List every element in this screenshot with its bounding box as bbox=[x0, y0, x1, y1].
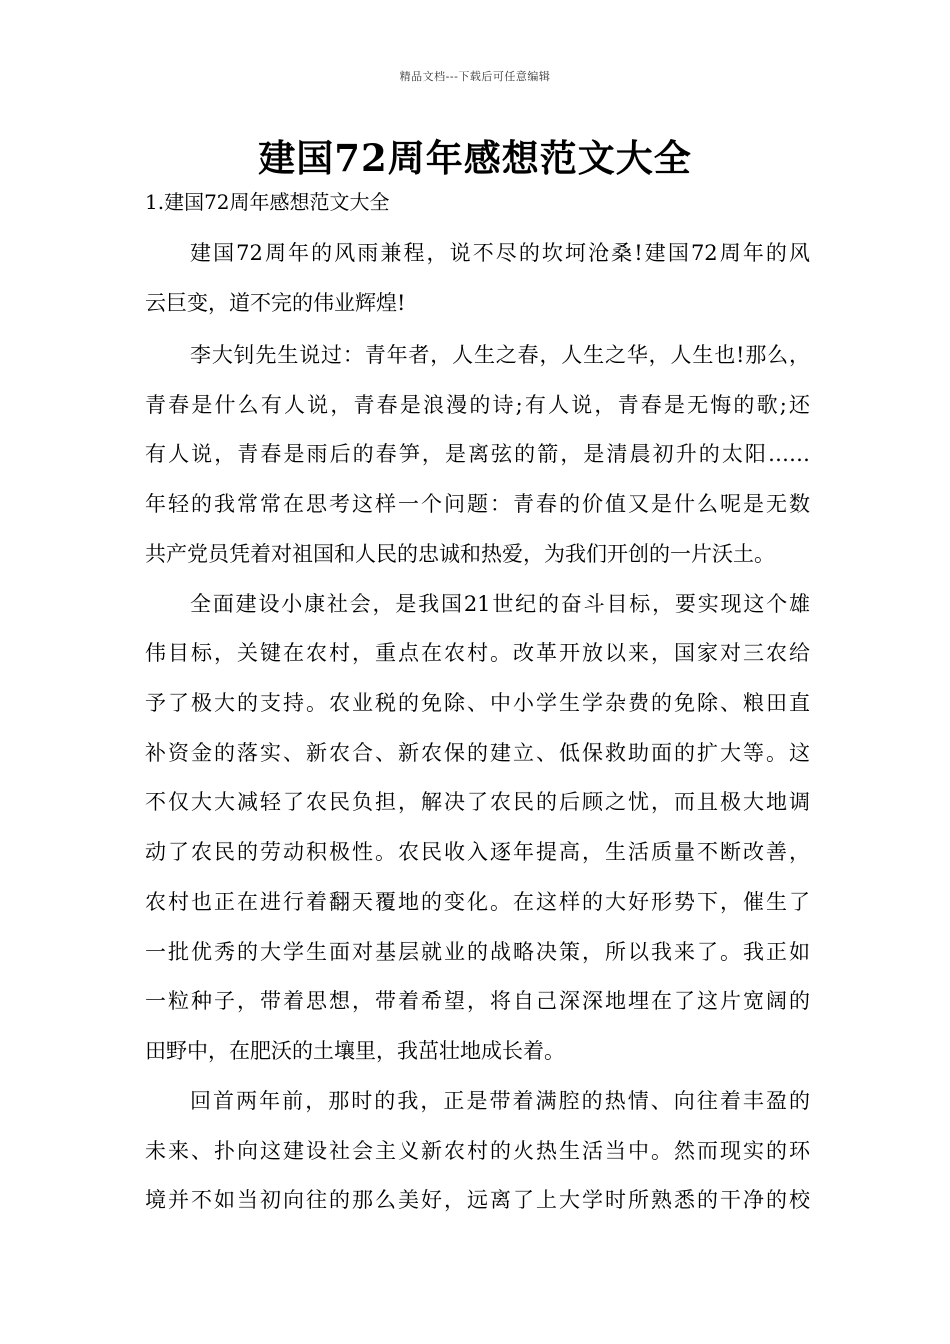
paragraph-line: 李大钊先生说过：青年者，人生之春，人生之华，人生也!那么， bbox=[190, 343, 810, 367]
paragraph-line: 建国72周年的风雨兼程，说不尽的坎坷沧桑!建国72周年的风 bbox=[190, 241, 810, 265]
paragraph-line: 补资金的落实、新农合、新农保的建立、低保救助面的扩大等。这 bbox=[145, 741, 810, 765]
paragraph-line: 回首两年前，那时的我，正是带着满腔的热情、向往着丰盈的 bbox=[190, 1089, 810, 1113]
paragraph-line: 全面建设小康社会，是我国21世纪的奋斗目标，要实现这个雄 bbox=[190, 592, 810, 616]
paragraph-line: 田野中，在肥沃的土壤里，我茁壮地成长着。 bbox=[145, 1039, 565, 1063]
paragraph-line: 年轻的我常常在思考这样一个问题：青春的价值又是什么呢是无数 bbox=[145, 492, 810, 516]
paragraph-line: 青春是什么有人说，青春是浪漫的诗;有人说，青春是无悔的歌;还 bbox=[145, 393, 810, 417]
header-note: 精品文档---下载后可任意编辑 bbox=[399, 70, 551, 83]
paragraph-line: 农村也正在进行着翻天覆地的变化。在这样的大好形势下，催生了 bbox=[145, 890, 810, 914]
paragraph-line: 动了农民的劳动积极性。农民收入逐年提高，生活质量不断改善， bbox=[145, 840, 810, 864]
paragraph-line: 云巨变，道不完的伟业辉煌! bbox=[145, 291, 406, 315]
paragraph-line: 有人说，青春是雨后的春笋，是离弦的箭，是清晨初升的太阳…… bbox=[145, 442, 810, 466]
paragraph-line: 一粒种子，带着思想，带着希望，将自己深深地埋在了这片宽阔的 bbox=[145, 989, 810, 1013]
paragraph-line: 予了极大的支持。农业税的免除、中小学生学杂费的免除、粮田直 bbox=[145, 691, 810, 715]
paragraph-line: 共产党员凭着对祖国和人民的忠诚和热爱，为我们开创的一片沃土。 bbox=[145, 542, 775, 566]
paragraph-line: 未来、扑向这建设社会主义新农村的火热生活当中。然而现实的环 bbox=[145, 1139, 810, 1163]
paragraph-line: 境并不如当初向往的那么美好，远离了上大学时所熟悉的干净的校 bbox=[145, 1188, 810, 1212]
paragraph-line: 一批优秀的大学生面对基层就业的战略决策，所以我来了。我正如 bbox=[145, 940, 810, 964]
section-heading: 1.建国72周年感想范文大全 bbox=[145, 190, 390, 214]
paragraph-line: 不仅大大减轻了农民负担，解决了农民的后顾之忧，而且极大地调 bbox=[145, 790, 810, 814]
paragraph-line: 伟目标，关键在农村，重点在农村。改革开放以来，国家对三农给 bbox=[145, 641, 810, 665]
document-title: 建国72周年感想范文大全 bbox=[258, 136, 692, 180]
